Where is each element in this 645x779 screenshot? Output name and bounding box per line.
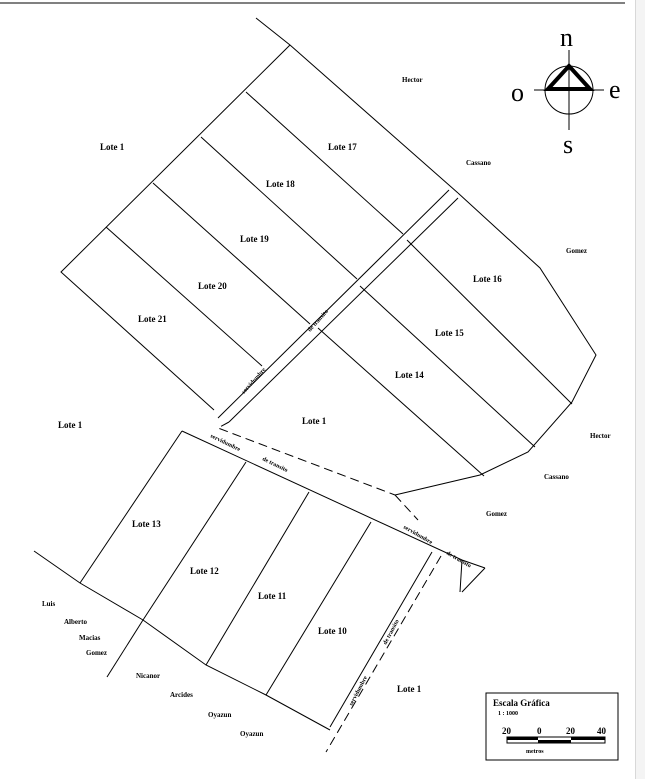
servitude-label: de transito [445, 550, 472, 570]
scale-tick: 20 [502, 726, 511, 736]
neighbor-name: Hector [590, 432, 611, 440]
dashed-boundary [218, 422, 395, 495]
lot-line [318, 328, 484, 476]
lot-line [107, 620, 143, 677]
neighbor-name: Alberto [64, 618, 87, 626]
scale-box [486, 693, 618, 760]
neighbor-name: Gomez [566, 247, 587, 255]
neighbor-name: Cassano [544, 473, 569, 481]
lot-label: Lote 12 [190, 566, 219, 576]
lot-label: Lote 14 [395, 370, 424, 380]
neighbor-name: Cassano [466, 159, 491, 167]
lot-label: Lote 10 [318, 626, 347, 636]
neighbor-name: Macias [79, 634, 101, 642]
compass-west: o [511, 78, 524, 107]
road-end-line [462, 568, 485, 592]
neighbor-name: Gomez [486, 510, 507, 518]
lot-label: Lote 1 [100, 142, 125, 152]
lot-line [266, 522, 371, 695]
servitude-label: servidumbre [209, 433, 242, 454]
compass-rose [511, 23, 621, 159]
lot-label: Lote 1 [58, 420, 83, 430]
compass-south: s [563, 130, 574, 159]
lower-top-boundary [182, 431, 485, 568]
lot-label: Lote 21 [138, 314, 167, 324]
neighbor-name: Luis [42, 600, 56, 608]
scale-tick: 20 [566, 726, 575, 736]
neighbor-name: Oyazun [208, 711, 232, 719]
east-boundary [395, 193, 596, 495]
lot-label: Lote 16 [473, 274, 502, 284]
lot-line [330, 552, 432, 727]
scale-tick: 0 [537, 726, 542, 736]
neighbor-name: Arcides [170, 691, 193, 699]
scale-bar-segment [538, 740, 571, 743]
servitude-label: servidumbre [348, 675, 370, 707]
compass-east: e [609, 75, 621, 104]
servitude-label: de transito [382, 618, 401, 646]
upper-top-boundary [256, 18, 458, 193]
dashed-boundary [395, 495, 418, 520]
scale-unit: metros [526, 749, 544, 755]
lot-label: Lote 20 [198, 281, 227, 291]
servitude-label: de transito [307, 308, 330, 334]
lot-label: Lote 18 [266, 179, 295, 189]
lot-label: Lote 17 [328, 142, 357, 152]
lot-label: Lote 11 [258, 591, 287, 601]
dashed-road-line [326, 556, 441, 752]
scale-ratio: 1 : 1000 [498, 711, 518, 717]
neighbor-name: Hector [402, 76, 423, 84]
lot-line [143, 462, 246, 620]
lot-line [201, 137, 357, 279]
lower-west-boundary [80, 431, 182, 583]
lot-line [407, 240, 572, 404]
scale-bar-segment [571, 737, 605, 740]
lot-line [360, 286, 535, 447]
lot-line [206, 492, 309, 665]
servitude-label: servidumbre [402, 524, 434, 547]
lot-label: Lote 13 [132, 519, 161, 529]
scale-title: Escala Gráfica [493, 698, 550, 708]
compass-north: n [560, 23, 573, 52]
scale-bar-segment [507, 737, 538, 740]
lot-label: Lote 1 [397, 684, 422, 694]
lot-label: Lote 1 [302, 416, 327, 426]
upper-west-boundary [61, 45, 290, 410]
lot-line [246, 92, 403, 234]
neighbor-name: Oyazun [240, 730, 264, 738]
lot-line [153, 183, 310, 324]
scale-tick: 40 [597, 726, 606, 736]
lot-label: Lote 19 [240, 234, 269, 244]
servitude-road-east [229, 198, 458, 422]
lot-label: Lote 15 [435, 328, 464, 338]
servitude-label: de transito [261, 456, 289, 474]
neighbor-name: Nicanor [136, 672, 161, 680]
neighbor-name: Gomez [86, 649, 107, 657]
lot-line [106, 227, 262, 366]
servitude-label: servidumbre [241, 367, 268, 396]
